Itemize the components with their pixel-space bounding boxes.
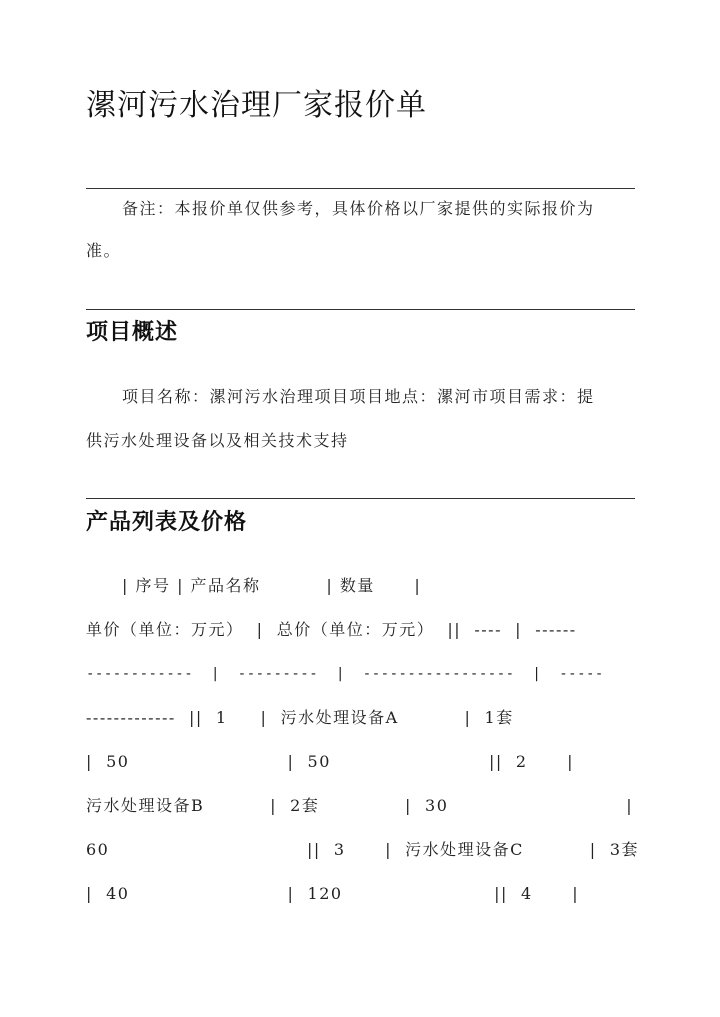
section-heading-products: 产品列表及价格	[86, 509, 248, 535]
table-text-line: | 40 | 120 || 4 |	[86, 884, 580, 903]
divider	[86, 309, 635, 310]
divider	[86, 188, 635, 189]
page-title: 漯河污水治理厂家报价单	[86, 88, 427, 123]
overview-line-2: 供污水处理设备以及相关技术支持	[86, 431, 349, 450]
section-heading-overview: 项目概述	[86, 319, 179, 345]
table-text-line: ------------- || 1 | 污水处理设备A | 1套	[86, 708, 514, 727]
overview-line-1: 项目名称：漯河污水治理项目项目地点：漯河市项目需求：提	[122, 387, 595, 406]
table-text-line: | 50 | 50 || 2 |	[86, 752, 575, 771]
note-text-line-2: 准。	[86, 241, 122, 260]
table-text-line: | 序号 | 产品名称 | 数量 |	[122, 576, 422, 595]
table-text-line: ------------ | --------- | ----------------- | -----	[86, 666, 604, 682]
table-text-line: 60 || 3 | 污水处理设备C | 3套	[86, 840, 639, 859]
divider	[86, 498, 635, 499]
note-text-line-1: 备注：本报价单仅供参考，具体价格以厂家提供的实际报价为	[122, 199, 595, 218]
table-text-line: 单价（单位：万元） | 总价（单位：万元） || ---- | ------	[86, 620, 577, 639]
table-text-line: 污水处理设备B | 2套 | 30 |	[86, 796, 634, 815]
